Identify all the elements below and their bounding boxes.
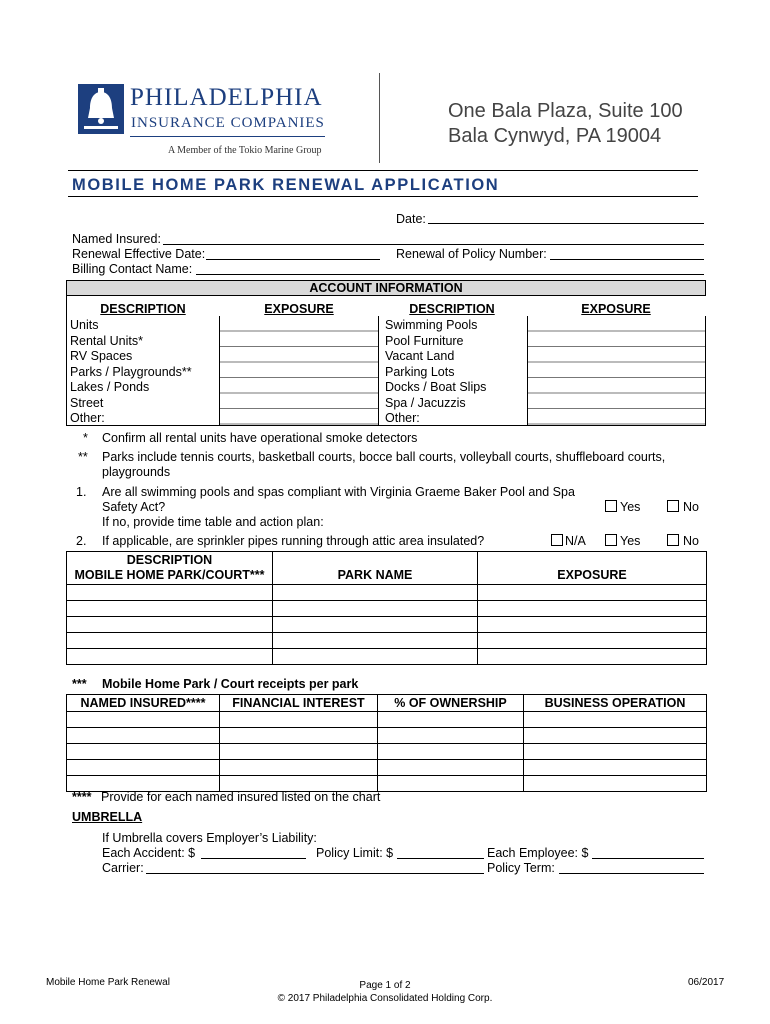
insured-col-named: NAMED INSURED**** (67, 695, 220, 712)
list-item: Docks / Boat Slips (385, 380, 487, 394)
each-employee-field[interactable] (592, 845, 704, 859)
policy-limit-field[interactable] (397, 845, 484, 859)
insured-col-financial: FINANCIAL INTEREST (220, 695, 378, 712)
list-item: Units (70, 318, 99, 332)
account-left-exposure-cells[interactable] (219, 316, 379, 425)
footer-left: Mobile Home Park Renewal (46, 977, 170, 988)
account-right-list (385, 318, 486, 427)
account-bottom-rule (66, 425, 706, 426)
renewal-policy-number-label: Renewal of Policy Number: (396, 247, 547, 261)
note-star2-line1: Parks include tennis courts, basketball courts, bocce ball courts, volleyball courts, shuffleboard courts, (102, 450, 666, 464)
question-2-text: If applicable, are sprinkler pipes running through attic area insulated? (102, 534, 485, 548)
each-employee-label: Each Employee: $ (487, 846, 589, 860)
table-row[interactable] (67, 712, 707, 728)
header-vertical-divider (379, 73, 380, 163)
account-col-exposure-left: EXPOSURE (264, 302, 334, 316)
carrier-field[interactable] (146, 860, 484, 874)
park-col-description-line1: DESCRIPTION (126, 553, 213, 567)
logo-name-line2: INSURANCE COMPANIES (131, 115, 325, 131)
account-right-exposure-cells[interactable] (527, 316, 706, 425)
account-col-exposure-right: EXPOSURE (581, 302, 651, 316)
q2-yes-checkbox[interactable] (605, 534, 617, 546)
named-insured-table (66, 694, 707, 792)
umbrella-heading: UMBRELLA (72, 810, 143, 824)
question-1-line3: If no, provide time table and action plan: (102, 515, 324, 529)
title-rule-top (68, 170, 698, 171)
page-title: MOBILE HOME PARK RENEWAL APPLICATION (72, 176, 500, 194)
company-logo (78, 84, 124, 134)
question-1-number: 1. (76, 485, 87, 499)
address-line1: One Bala Plaza, Suite 100 (448, 100, 683, 122)
list-item: RV Spaces (70, 349, 133, 363)
q2-no-checkbox[interactable] (667, 534, 679, 546)
address-line2: Bala Cynwyd, PA 19004 (448, 125, 662, 147)
note-star1-mark: * (83, 431, 88, 445)
question-1-line2: Safety Act? (102, 500, 166, 514)
named-insured-label: Named Insured: (72, 232, 161, 246)
park-footnote: Mobile Home Park / Court receipts per park (102, 677, 359, 691)
q1-no-label: No (683, 500, 699, 514)
logo-tagline: A Member of the Tokio Marine Group (168, 145, 322, 156)
list-item: Rental Units* (70, 333, 143, 348)
table-row[interactable] (67, 617, 707, 633)
park-table (66, 551, 707, 665)
insured-footnote: Provide for each named insured listed on the chart (101, 790, 381, 804)
table-row[interactable] (67, 744, 707, 760)
table-row[interactable] (67, 728, 707, 744)
q1-no-checkbox[interactable] (667, 500, 679, 512)
logo-name-line1: PHILADELPHIA (130, 84, 323, 111)
question-2-number: 2. (76, 534, 87, 548)
account-left-border (66, 296, 67, 425)
table-row[interactable] (67, 633, 707, 649)
date-field[interactable] (428, 210, 704, 224)
renewal-policy-number-field[interactable] (550, 246, 704, 260)
park-col-exposure: EXPOSURE (478, 552, 707, 585)
footer-page-number: Page 1 of 2 (359, 980, 411, 991)
q2-yes-label: Yes (620, 534, 641, 548)
q2-na-checkbox[interactable] (551, 534, 563, 546)
account-col-description-left: DESCRIPTION (100, 302, 186, 316)
account-left-list (70, 318, 192, 427)
q1-yes-label: Yes (620, 500, 641, 514)
table-row[interactable] (67, 649, 707, 665)
list-item: Other: (70, 411, 105, 425)
account-info-heading: ACCOUNT INFORMATION (66, 280, 706, 296)
list-item: Parks / Playgrounds** (70, 364, 192, 379)
table-header-row (67, 552, 707, 585)
list-item: Parking Lots (385, 364, 455, 379)
list-item: Spa / Jacuzzis (385, 395, 466, 410)
logo-divider (130, 136, 325, 137)
note-star1-text: Confirm all rental units have operational smoke detectors (102, 431, 418, 445)
list-item: Other: (385, 411, 420, 425)
table-row[interactable] (67, 601, 707, 617)
each-accident-label: Each Accident: $ (102, 846, 196, 860)
account-col-description-right: DESCRIPTION (409, 302, 495, 316)
q2-no-label: No (683, 534, 699, 548)
insured-col-operation: BUSINESS OPERATION (524, 695, 707, 712)
named-insured-field[interactable] (163, 231, 704, 245)
umbrella-intro: If Umbrella covers Employer’s Liability: (102, 831, 317, 845)
insured-col-ownership: % OF OWNERSHIP (378, 695, 524, 712)
park-col-description (67, 552, 273, 585)
park-col-name: PARK NAME (273, 552, 478, 585)
billing-contact-field[interactable] (196, 261, 704, 275)
list-item: Pool Furniture (385, 333, 464, 348)
liberty-bell-icon (78, 84, 124, 134)
question-1-line1: Are all swimming pools and spas compliant with Virginia Graeme Baker Pool and Spa (102, 485, 575, 499)
insured-footnote-mark: **** (72, 790, 92, 804)
each-accident-field[interactable] (201, 845, 306, 859)
list-item: Street (70, 395, 104, 410)
list-item: Swimming Pools (385, 318, 478, 332)
renewal-effective-date-label: Renewal Effective Date: (72, 247, 206, 261)
list-item: Lakes / Ponds (70, 380, 150, 394)
table-row[interactable] (67, 760, 707, 776)
renewal-effective-date-field[interactable] (206, 246, 380, 260)
note-star2-mark: ** (78, 450, 88, 464)
park-col-description-line2: MOBILE HOME PARK/COURT*** (74, 568, 265, 582)
list-item: Vacant Land (385, 349, 455, 363)
policy-limit-label: Policy Limit: $ (316, 846, 394, 860)
policy-term-label: Policy Term: (487, 861, 555, 875)
date-label: Date: (396, 212, 426, 226)
carrier-label: Carrier: (102, 861, 144, 875)
q2-na-label: N/A (565, 534, 586, 548)
park-footnote-mark: *** (72, 677, 87, 691)
table-row[interactable] (67, 585, 707, 601)
footer-right: 06/2017 (688, 977, 725, 988)
billing-contact-label: Billing Contact Name: (72, 262, 193, 276)
policy-term-field[interactable] (559, 860, 704, 874)
note-star2-line2: playgrounds (102, 465, 171, 479)
q1-yes-checkbox[interactable] (605, 500, 617, 512)
title-rule-bottom (68, 196, 698, 197)
footer-copyright: © 2017 Philadelphia Consolidated Holding Corp. (277, 993, 493, 1004)
table-header-row (67, 695, 707, 712)
